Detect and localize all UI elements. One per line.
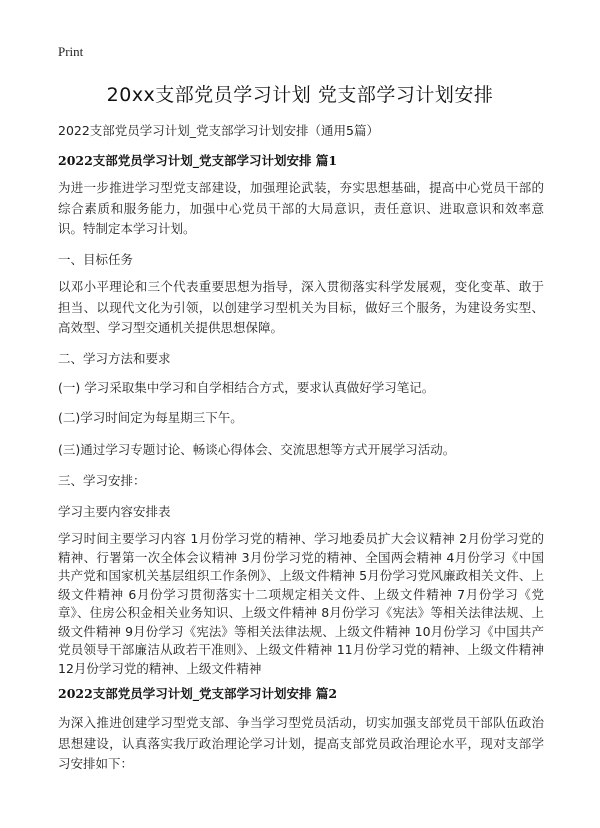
goal-heading: 一、目标任务 (58, 252, 134, 267)
schedule-heading: 三、学习安排： (58, 473, 146, 488)
page-title: 20xx支部党员学习计划 党支部学习计划安排 (106, 84, 494, 106)
method-item-1: (一) 学习采取集中学习和自学相结合方式，要求认真做好学习笔记。 (58, 380, 435, 395)
goal-paragraph: 以邓小平理论和三个代表重要思想为指导，深入贯彻落实科学发展观，变化变革、敢于担当、以现代文化为引领，以创建学习型机关为目标，做好三个服务，为建设务实型、高效型、学习型交通机关提供思想保障。 (58, 279, 544, 335)
section-2-paragraph: 为深入推进创建学习型党支部、争当学习型党员活动，切实加强支部党员干部队伍政治思想建设，认真落实我厅政治理论学习计划，提高支部党员政治理论水平，现对支部学习安排如下： (58, 715, 544, 771)
schedule-paragraph: 学习时间主要学习内容 1月份学习党的精神、学习地委员扩大会议精神 2月份学习党的精神、行署第一次全体会议精神 3月份学习党的精神、全国两会精神 4月份学习《中国共产党和国家机关基层组织工作条例》、上级文件精神 5月份学习党风廉政相关文件、上级文件精神 6月份学习贯彻落实十二项规定相关文件、上级文件精神 7月份学习《党章》、住房公积金相关业务知识、上级文件精神 8月份学习《宪法》等相关法律法规、上级文件精神 9月份学习《宪法》等相关法律法规、上级文件精神 10月份学习《中国共产党员领导干部廉洁从政若干准则》、上级文件精神 11月份学习党的精神、上级文件精神 12月份学习党的精神、上级文件精神 (58, 531, 544, 676)
schedule-table-title: 学习主要内容安排表 (58, 504, 171, 519)
method-heading: 二、学习方法和要求 (58, 351, 171, 366)
method-item-2: (二)学习时间定为每星期三下午。 (58, 410, 243, 425)
section-2-heading: 2022支部党员学习计划_党支部学习计划安排 篇2 (58, 686, 338, 701)
section-1-heading: 2022支部党员学习计划_党支部学习计划安排 篇1 (58, 153, 338, 168)
intro-paragraph: 为进一步推进学习型党支部建设，加强理论武装，夯实思想基础，提高中心党员干部的综合素质和服务能力，加强中心党员干部的大局意识，责任意识、进取意识和效率意识。特制定本学习计划。 (58, 180, 544, 236)
method-item-3: (三)通过学习专题讨论、畅谈心得体会、交流思想等方式开展学习活动。 (58, 442, 456, 457)
document-subtitle: 2022支部党员学习计划_党支部学习计划安排（通用5篇） (58, 123, 380, 138)
print-link[interactable]: Print (58, 44, 84, 59)
